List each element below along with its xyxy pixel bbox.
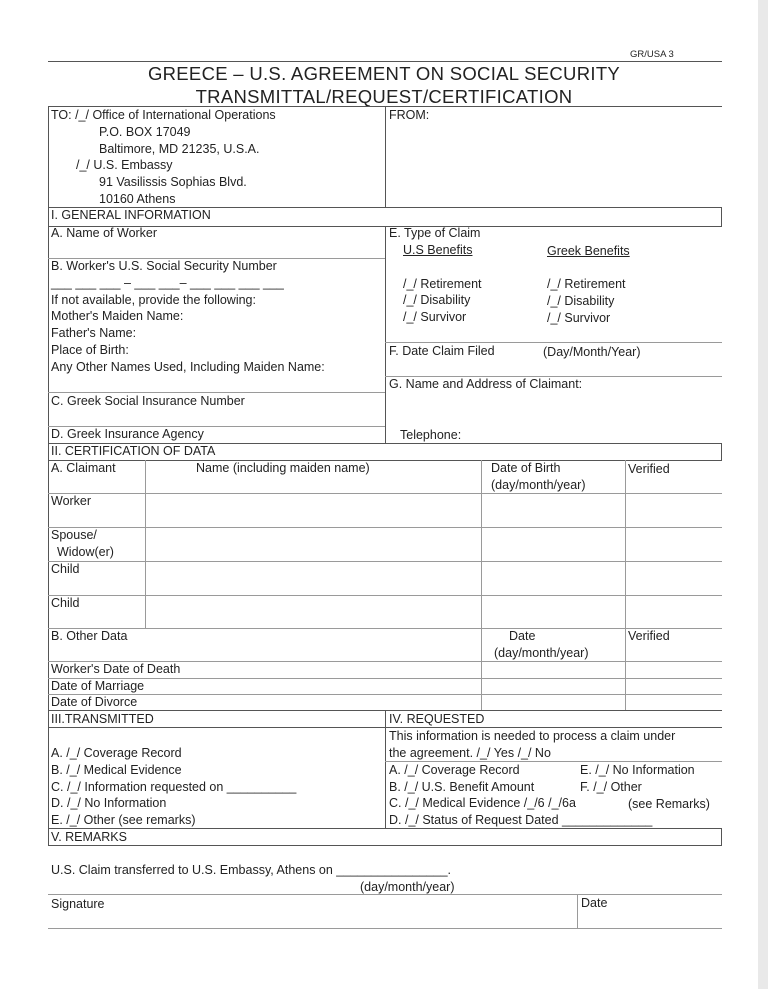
section-3-header: III.TRANSMITTED <box>51 712 154 726</box>
place-of-birth: Place of Birth: <box>51 343 129 357</box>
greek-retirement-option[interactable]: /_/ Retirement <box>547 277 626 291</box>
row-widower: Widow(er) <box>57 545 114 559</box>
greek-insurance-number: C. Greek Social Insurance Number <box>51 394 245 408</box>
requested-benefit-amount[interactable]: B. /_/ U.S. Benefit Amount <box>389 780 535 794</box>
col-claimant: A. Claimant <box>51 461 116 475</box>
to-po-box: P.O. BOX 17049 <box>99 125 191 139</box>
other-names: Any Other Names Used, Including Maiden Name: <box>51 360 325 374</box>
section-1-header: I. GENERAL INFORMATION <box>51 208 211 222</box>
col-name: Name (including maiden name) <box>196 461 370 475</box>
claimant-name-address: G. Name and Address of Claimant: <box>389 377 583 391</box>
see-remarks: (see Remarks) <box>628 797 710 811</box>
row-worker: Worker <box>51 494 92 508</box>
to-us-embassy[interactable]: /_/ U.S. Embassy <box>76 158 173 172</box>
requested-needed-line2[interactable]: the agreement. /_/ Yes /_/ No <box>389 746 551 760</box>
worker-ssn-blank[interactable]: ___ ___ ___ – ___ ___– ___ ___ ___ ___ <box>51 276 284 290</box>
type-of-claim: E. Type of Claim <box>389 226 481 240</box>
requested-needed-line1: This information is needed to process a claim under <box>389 729 676 743</box>
requested-coverage-record[interactable]: A. /_/ Coverage Record <box>389 763 520 777</box>
us-survivor-option[interactable]: /_/ Survivor <box>403 310 467 324</box>
to-athens: 10160 Athens <box>99 192 176 206</box>
row-child-2: Child <box>51 596 80 610</box>
section-2-header: II. CERTIFICATION OF DATA <box>51 444 216 458</box>
row-date-of-divorce: Date of Divorce <box>51 695 138 709</box>
us-retirement-option[interactable]: /_/ Retirement <box>403 277 482 291</box>
requested-other[interactable]: F. /_/ Other <box>580 780 642 794</box>
name-of-worker: A. Name of Worker <box>51 226 158 240</box>
fathers-name: Father's Name: <box>51 326 137 340</box>
top-rule <box>48 61 722 62</box>
row-spouse: Spouse/ <box>51 528 97 542</box>
col-date-format: (day/month/year) <box>494 646 589 660</box>
transmitted-other[interactable]: E. /_/ Other (see remarks) <box>51 813 196 827</box>
transmitted-coverage-record[interactable]: A. /_/ Coverage Record <box>51 746 182 760</box>
frame-left <box>48 106 49 846</box>
to-vasilissis: 91 Vasilissis Sophias Blvd. <box>99 175 247 189</box>
date-label: Date <box>581 896 608 910</box>
us-disability-option[interactable]: /_/ Disability <box>403 293 471 307</box>
us-benefits-heading: U.S Benefits <box>403 243 473 257</box>
greek-benefits-heading: Greek Benefits <box>547 244 630 258</box>
row-date-of-death: Worker's Date of Death <box>51 662 181 676</box>
to-line-ooio[interactable]: TO: /_/ Office of International Operations <box>51 108 276 122</box>
greek-disability-option[interactable]: /_/ Disability <box>547 294 615 308</box>
transmitted-no-information[interactable]: D. /_/ No Information <box>51 796 167 810</box>
requested-status-of-request[interactable]: D. /_/ Status of Request Dated _____________ <box>389 813 653 827</box>
transmitted-info-requested[interactable]: C. /_/ Information requested on __________ <box>51 780 297 794</box>
date-claim-filed: F. Date Claim Filed <box>389 344 495 358</box>
signature-label: Signature <box>51 897 105 911</box>
mothers-maiden-name: Mother's Maiden Name: <box>51 309 184 323</box>
if-not-available: If not available, provide the following: <box>51 293 256 307</box>
to-baltimore: Baltimore, MD 21235, U.S.A. <box>99 142 260 156</box>
requested-no-information[interactable]: E. /_/ No Information <box>580 763 695 777</box>
row-child-1: Child <box>51 562 80 576</box>
page-edge <box>758 0 768 989</box>
claim-transferred-line[interactable]: U.S. Claim transferred to U.S. Embassy, Athens on ________________. <box>51 863 451 877</box>
other-data: B. Other Data <box>51 629 128 643</box>
col-date-of-birth: Date of Birth <box>491 461 561 475</box>
form-subtitle: TRANSMITTAL/REQUEST/CERTIFICATION <box>195 86 573 107</box>
row-date-of-marriage: Date of Marriage <box>51 679 145 693</box>
greek-survivor-option[interactable]: /_/ Survivor <box>547 311 611 325</box>
day-month-year: (Day/Month/Year) <box>543 345 641 359</box>
transmitted-medical-evidence[interactable]: B. /_/ Medical Evidence <box>51 763 182 777</box>
worker-ssn-label: B. Worker's U.S. Social Security Number <box>51 259 277 273</box>
transfer-date-format: (day/month/year) <box>360 880 455 894</box>
section-5-header: V. REMARKS <box>51 830 127 844</box>
form-code: GR/USA 3 <box>630 49 674 60</box>
from-label: FROM: <box>389 108 430 122</box>
col-verified-2: Verified <box>628 629 670 643</box>
greek-insurance-agency: D. Greek Insurance Agency <box>51 427 204 441</box>
col-date: Date <box>509 629 536 643</box>
form-title: GREECE – U.S. AGREEMENT ON SOCIAL SECURITY <box>147 63 621 84</box>
requested-medical-evidence[interactable]: C. /_/ Medical Evidence /_/6 /_/6a <box>389 796 576 810</box>
section-4-header: IV. REQUESTED <box>389 712 485 726</box>
col-dob-format: (day/month/year) <box>491 478 586 492</box>
telephone-label: Telephone: <box>400 428 462 442</box>
col-verified: Verified <box>628 462 670 476</box>
